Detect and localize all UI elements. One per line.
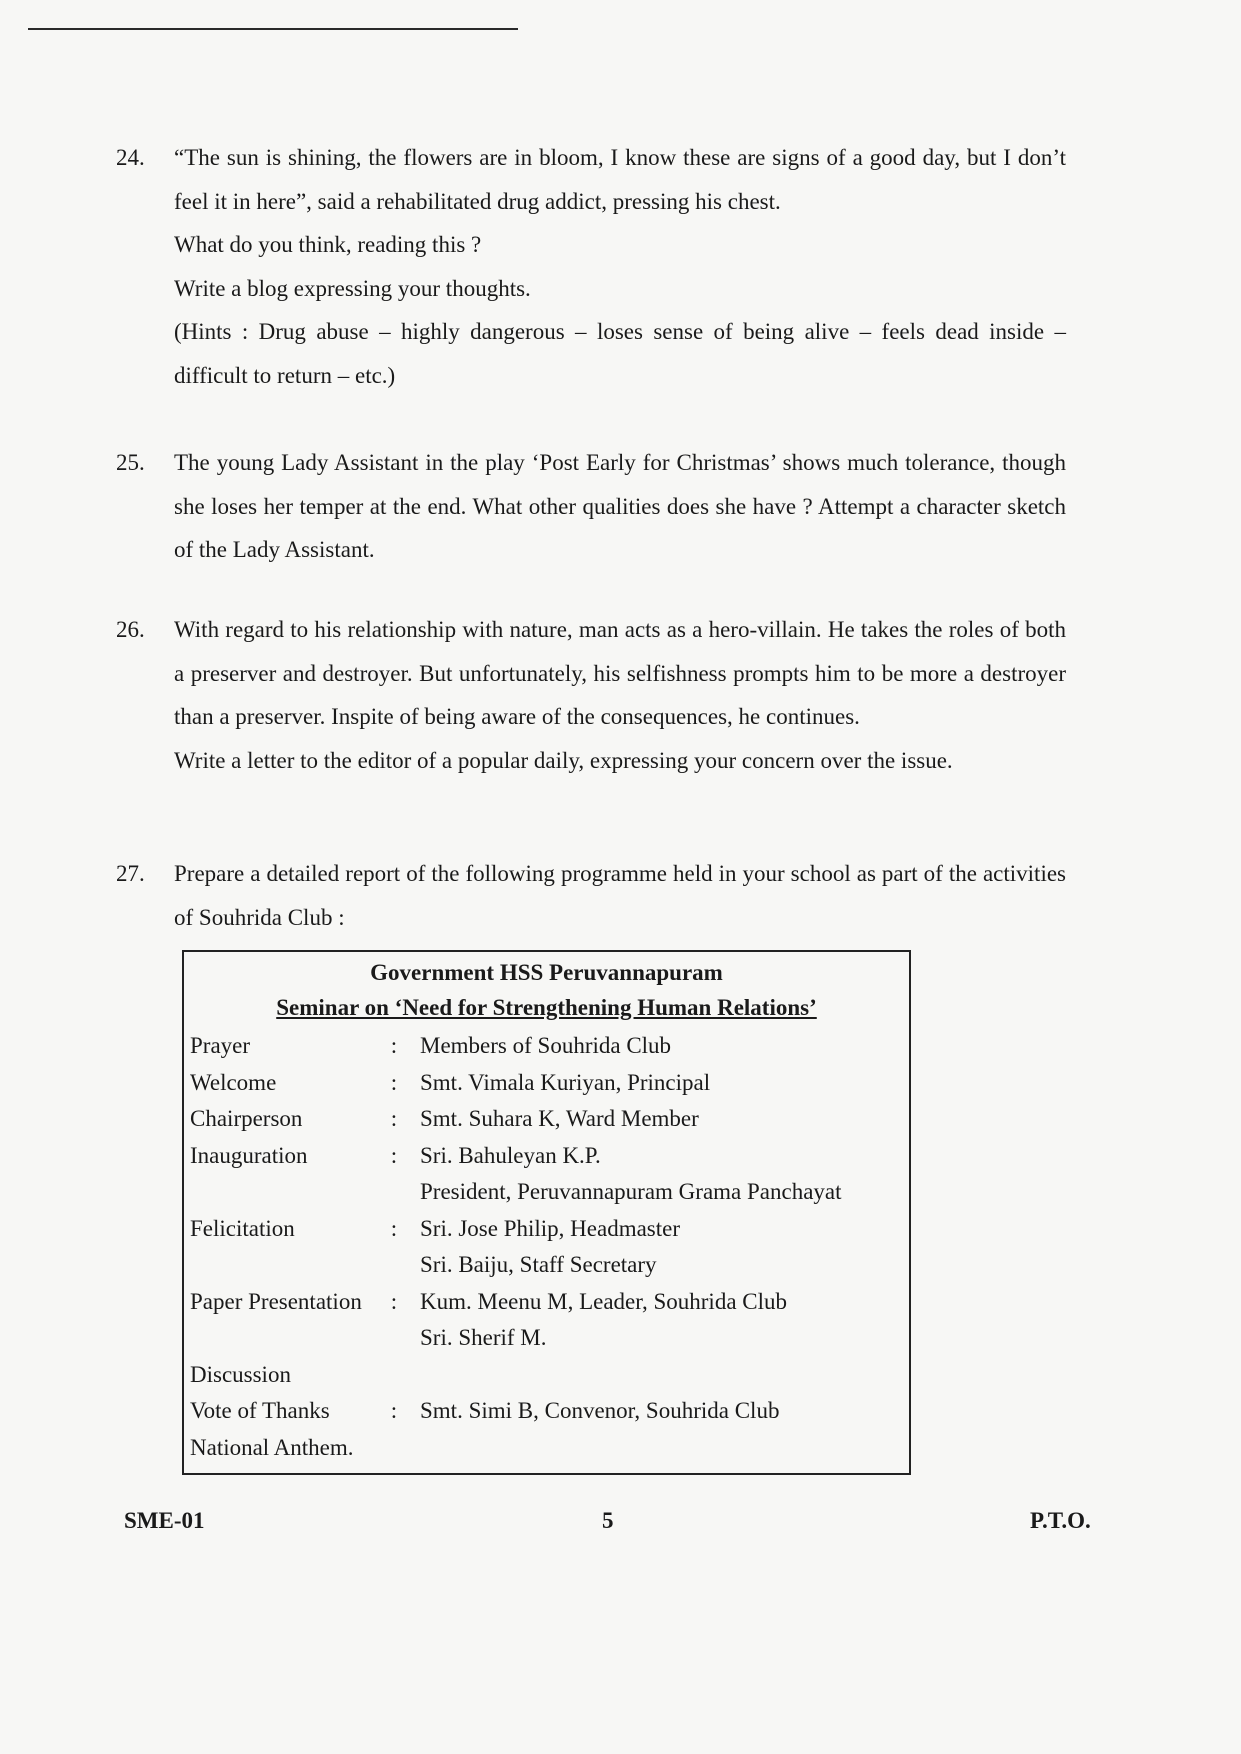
programme-row bbox=[184, 1320, 909, 1357]
question-number: 24. bbox=[116, 145, 145, 170]
row-colon: : bbox=[390, 1069, 398, 1095]
row-label bbox=[184, 1174, 380, 1211]
row-colon: : bbox=[390, 1288, 398, 1314]
programme-row bbox=[184, 1174, 909, 1211]
row-colon: : bbox=[390, 1142, 398, 1168]
programme-row bbox=[184, 1247, 909, 1284]
question-text: With regard to his relationship with nature, man acts as a hero-villain. He takes the roles of both a preserver and destroyer. But unfortunately, his selfishness prompts him to be more a destroyer than a preserver. Inspite of being aware of the consequences, he continues. bbox=[174, 617, 1066, 729]
programme-row bbox=[184, 1284, 909, 1321]
row-value: Kum. Meenu M, Leader, Souhrida Club bbox=[420, 1288, 788, 1314]
row-value: Sri. Jose Philip, Headmaster bbox=[420, 1215, 680, 1241]
page-number: 5 bbox=[602, 1508, 614, 1533]
row-value: Sri. Bahuleyan K.P. bbox=[420, 1142, 601, 1168]
row-value: Smt. Simi B, Convenor, Souhrida Club bbox=[420, 1398, 780, 1423]
question-number: 26. bbox=[116, 617, 145, 642]
programme-row bbox=[184, 1065, 909, 1102]
question-text: What do you think, reading this ? bbox=[174, 232, 482, 257]
question-number: 27. bbox=[116, 861, 145, 886]
programme-row bbox=[184, 1430, 909, 1467]
programme-row bbox=[184, 1393, 909, 1430]
question-26 bbox=[116, 608, 1066, 782]
row-value: President, Peruvannapuram Grama Panchayat bbox=[420, 1179, 842, 1204]
row-colon bbox=[380, 1430, 408, 1467]
row-value: Sri. Baiju, Staff Secretary bbox=[420, 1252, 657, 1277]
paper-code: SME-01 bbox=[124, 1508, 205, 1533]
question-text: Write a blog expressing your thoughts. bbox=[174, 275, 531, 301]
row-colon: : bbox=[390, 1398, 398, 1423]
question-27 bbox=[116, 852, 1066, 939]
row-colon bbox=[380, 1357, 408, 1394]
row-value bbox=[408, 1430, 909, 1467]
question-text: “The sun is shining, the flowers are in bloom, I know these are signs of a good day, but I don’t feel it in here”, said a rehabilitated drug addict, pressing his chest. bbox=[174, 145, 1066, 214]
row-colon bbox=[380, 1320, 408, 1357]
programme-row bbox=[184, 1138, 909, 1175]
row-value: Smt. Suhara K, Ward Member bbox=[420, 1106, 699, 1131]
row-label bbox=[184, 1320, 380, 1357]
row-colon bbox=[380, 1247, 408, 1284]
question-number: 25. bbox=[116, 450, 145, 475]
programme-row bbox=[184, 1028, 909, 1065]
row-label: Paper Presentation bbox=[190, 1288, 362, 1314]
programme-box bbox=[182, 950, 911, 1475]
programme-subtitle: Seminar on ‘Need for Strengthening Human Relations’ bbox=[276, 995, 817, 1020]
programme-row bbox=[184, 1211, 909, 1248]
question-25 bbox=[116, 441, 1066, 572]
row-label: Discussion bbox=[190, 1361, 291, 1387]
programme-rows bbox=[184, 1028, 909, 1466]
question-text: Write a letter to the editor of a popular daily, expressing your concern over the issue. bbox=[174, 747, 953, 773]
row-label: Vote of Thanks bbox=[190, 1398, 330, 1423]
row-colon: : bbox=[390, 1033, 398, 1058]
row-value: Smt. Vimala Kuriyan, Principal bbox=[420, 1069, 711, 1095]
row-label: Inauguration bbox=[190, 1142, 308, 1168]
row-label: National Anthem. bbox=[190, 1434, 354, 1460]
row-label bbox=[184, 1247, 380, 1284]
question-text: The young Lady Assistant in the play ‘Post Early for Christmas’ shows much tolerance, though she loses her temper at the end. What other qualities does she have ? Attempt a character sketch of the Lady Assistant. bbox=[174, 450, 1066, 562]
row-value bbox=[408, 1357, 909, 1394]
question-text: Prepare a detailed report of the following programme held in your school as part of the activities of Souhrida Club : bbox=[174, 861, 1066, 930]
row-colon bbox=[380, 1174, 408, 1211]
row-label: Chairperson bbox=[190, 1106, 303, 1131]
question-hints: (Hints : Drug abuse – highly dangerous – loses sense of being alive – feels dead inside – difficult to return – etc.) bbox=[174, 319, 1066, 388]
row-value: Members of Souhrida Club bbox=[420, 1033, 672, 1058]
programme-row bbox=[184, 1101, 909, 1138]
row-label: Prayer bbox=[190, 1033, 251, 1058]
row-label: Felicitation bbox=[190, 1215, 295, 1241]
row-label: Welcome bbox=[190, 1069, 277, 1095]
question-24 bbox=[116, 136, 1066, 397]
pto-label: P.T.O. bbox=[1030, 1508, 1091, 1533]
row-colon: : bbox=[390, 1106, 398, 1131]
top-rule bbox=[28, 28, 518, 30]
row-value: Sri. Sherif M. bbox=[420, 1325, 547, 1350]
programme-row bbox=[184, 1357, 909, 1394]
row-colon: : bbox=[390, 1215, 398, 1241]
programme-title: Government HSS Peruvannapuram bbox=[370, 960, 723, 985]
